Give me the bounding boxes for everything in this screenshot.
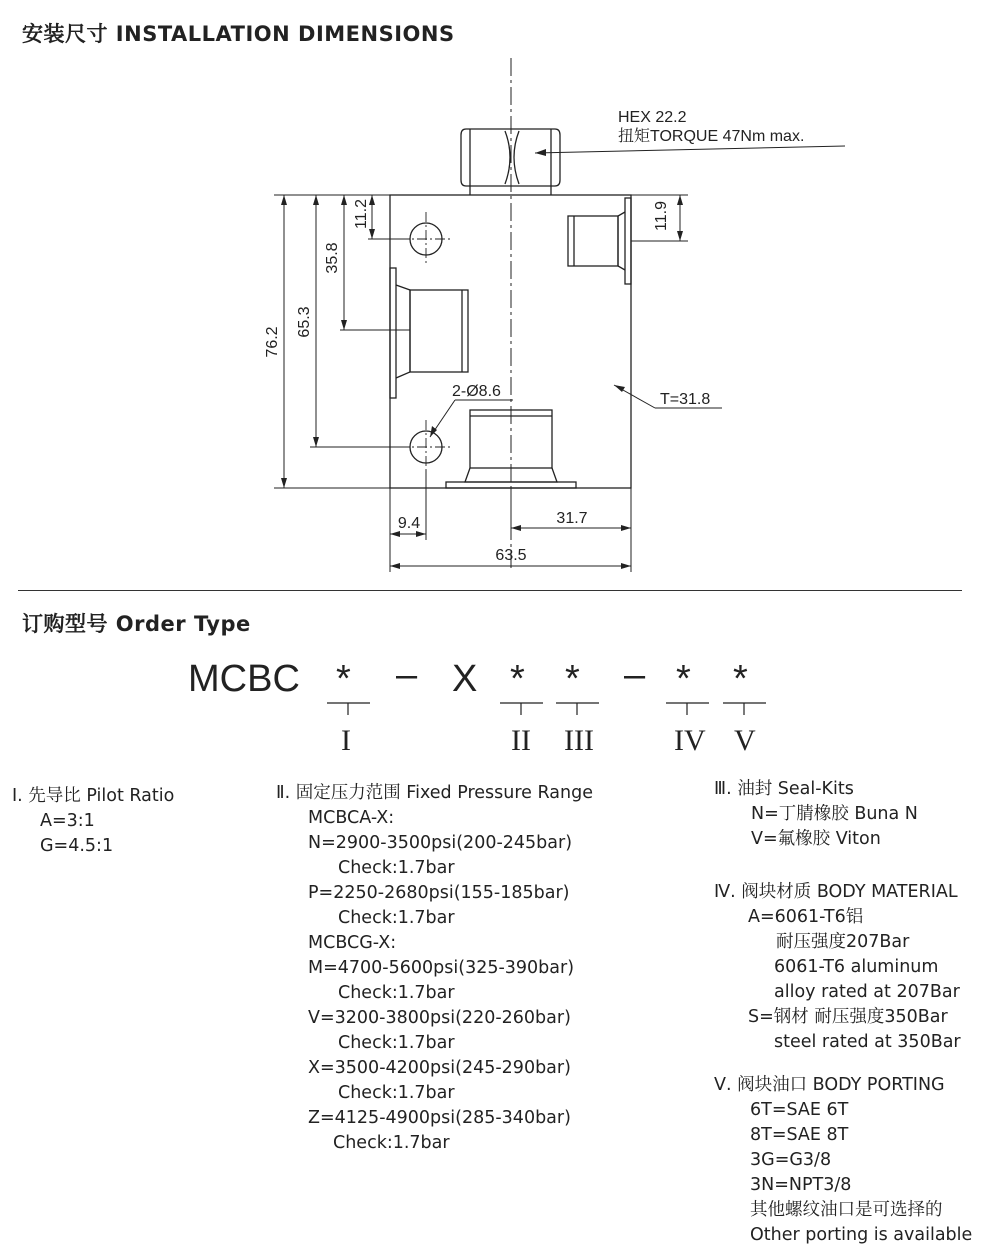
dim-11-2: 11.2 (353, 199, 370, 229)
roman-5: V (734, 724, 756, 757)
order-title: 订购型号 Order Type (22, 612, 251, 636)
code-dash-2: – (624, 654, 646, 696)
section-seal-kits (714, 777, 918, 852)
section-body-material (714, 880, 961, 1055)
option-line: 6T=SAE 6T (750, 1100, 849, 1120)
option-line: Check:1.7bar (338, 908, 455, 928)
option-line: 6061-T6 aluminum (774, 957, 939, 977)
option-line: Check:1.7bar (333, 1133, 450, 1153)
option-line: V=3200-3800psi(220-260bar) (308, 1008, 571, 1028)
option-line: Check:1.7bar (338, 858, 455, 878)
roman-2: II (511, 724, 531, 757)
code-prefix: MCBC (188, 658, 300, 700)
option-line: S=钢材 耐压强度350Bar (748, 1007, 948, 1027)
option-line: 其他螺纹油口是可选择的 (750, 1200, 943, 1220)
option-line: MCBCA-X: (308, 808, 395, 828)
option-line: Other porting is available (750, 1225, 973, 1245)
section-heading: Ⅴ. 阀块油口 BODY PORTING (714, 1075, 945, 1095)
option-line: 3G=G3/8 (750, 1150, 832, 1170)
code-star-3: * (565, 658, 580, 700)
right-port (568, 198, 631, 284)
option-line: N=2900-3500psi(200-245bar) (308, 833, 573, 853)
hex-label: HEX 22.2 (618, 109, 687, 126)
section-pressure-range (276, 781, 593, 1156)
option-line: N=丁腈橡胶 Buna N (751, 804, 918, 824)
option-line: alloy rated at 207Bar (774, 982, 960, 1002)
option-line: G=4.5:1 (40, 836, 114, 856)
install-title: 安装尺寸 INSTALLATION DIMENSIONS (22, 22, 455, 46)
left-port (390, 268, 468, 398)
code-dash-1: – (396, 654, 418, 696)
holes-label: 2-Ø8.6 (452, 383, 501, 400)
code-star-2: * (510, 658, 525, 700)
option-line: steel rated at 350Bar (774, 1032, 961, 1052)
dim-63-5: 63.5 (495, 547, 527, 564)
thickness-label: T=31.8 (660, 391, 711, 408)
dim-11-9: 11.9 (653, 201, 670, 231)
option-line: A=6061-T6铝 (748, 907, 864, 927)
roman-1: I (341, 724, 351, 757)
option-line: 耐压强度207Bar (776, 932, 910, 952)
option-line: Z=4125-4900psi(285-340bar) (308, 1108, 571, 1128)
code-brackets (0, 695, 1000, 755)
section-heading: Ⅲ. 油封 Seal-Kits (714, 779, 854, 799)
option-line: Check:1.7bar (338, 1033, 455, 1053)
roman-3: III (564, 724, 594, 757)
section-heading: Ⅰ. 先导比 Pilot Ratio (12, 786, 175, 806)
option-line: 8T=SAE 8T (750, 1125, 849, 1145)
roman-4: IV (674, 724, 706, 757)
option-line: V=氟橡胶 Viton (751, 829, 881, 849)
option-line: X=3500-4200psi(245-290bar) (308, 1058, 571, 1078)
dim-31-7: 31.7 (556, 510, 588, 527)
code-star-4: * (676, 658, 691, 700)
dim-35-8: 35.8 (324, 242, 341, 274)
option-line: M=4700-5600psi(325-390bar) (308, 958, 575, 978)
code-x: X (452, 658, 478, 700)
code-star-5: * (733, 658, 748, 700)
option-line: A=3:1 (40, 811, 95, 831)
section-heading: Ⅳ. 阀块材质 BODY MATERIAL (714, 882, 958, 902)
section-heading: Ⅱ. 固定压力范围 Fixed Pressure Range (276, 783, 593, 803)
option-line: Check:1.7bar (338, 983, 455, 1003)
section-body-porting (714, 1073, 972, 1248)
torque-label: 扭矩TORQUE 47Nm max. (618, 128, 805, 145)
dim-9-4: 9.4 (397, 515, 421, 532)
dimension-drawing (0, 0, 1000, 590)
option-line: MCBCG-X: (308, 933, 397, 953)
section-divider (18, 590, 962, 591)
option-line: P=2250-2680psi(155-185bar) (308, 883, 570, 903)
option-line: Check:1.7bar (338, 1083, 455, 1103)
dim-65-3: 65.3 (296, 306, 313, 338)
section-pilot-ratio (12, 784, 174, 859)
option-line: 3N=NPT3/8 (750, 1175, 852, 1195)
dim-76-2: 76.2 (264, 326, 281, 358)
code-star-1: * (336, 658, 351, 700)
